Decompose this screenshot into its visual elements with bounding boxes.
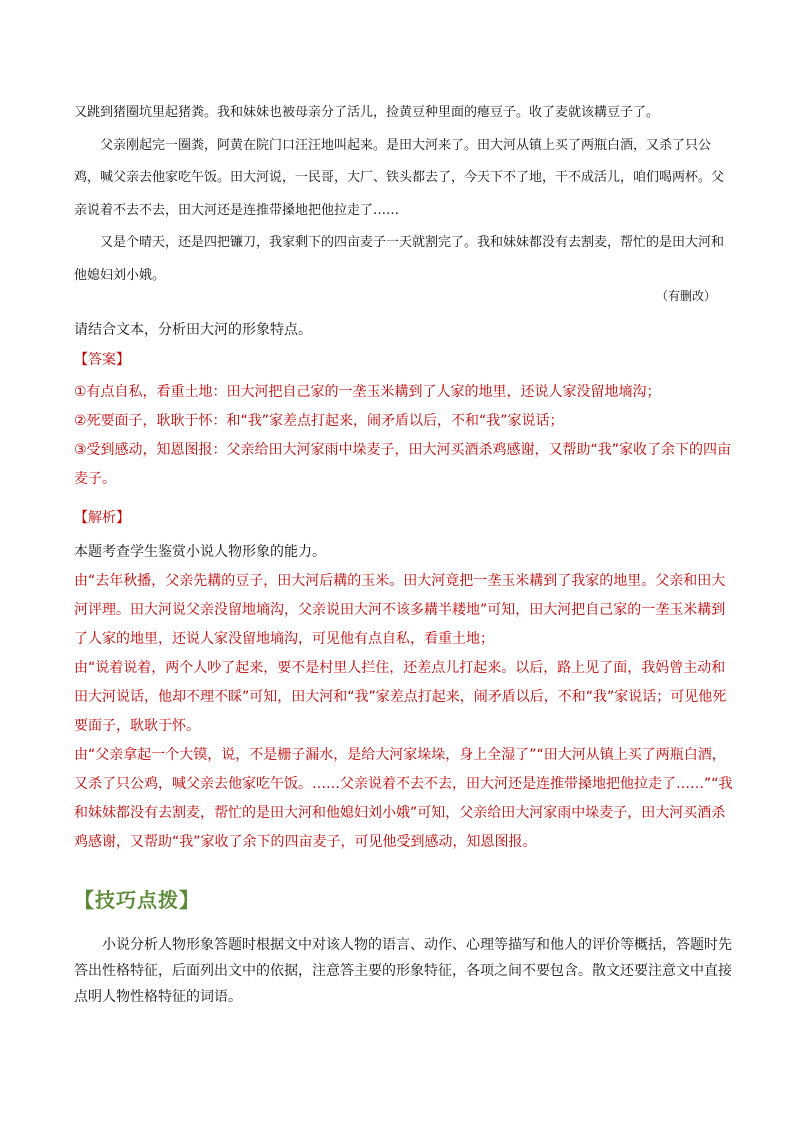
excerpt-paragraph-1: 又跳到猪圈坑里起猪粪。我和妹妹也被母亲分了活儿，捡黄豆种里面的瘪豆子。收了麦就该耩豆子了。: [74, 105, 660, 120]
analysis-paragraph-3: 由“父亲拿起一个大镆，说，不是栅子漏水，是给大河家垛垛，身上全湿了”“田大河从镇上买了两瓶白酒，又杀了只公鸡，喊父亲去他家吃午饭。……父亲说着不去不去，田大河还是连推带搡地把他拉走了……”“我和妹妹都没有去割麦，帮忙的是田大河和他媳妇刘小娥”可知，父亲给田大河家雨中垛麦子，田大河买酒杀鸡感谢，又帮助“我”家收了余下的四亩麦子，可见他受到感动，知恩图报。: [74, 747, 733, 850]
answer-heading: 【答案】: [74, 352, 130, 368]
excerpt-source-note: （有删改）: [655, 289, 716, 303]
analysis-heading: 【解析】: [74, 510, 130, 526]
excerpt-paragraph-3: 又是个晴天，还是四把镰刀，我家剩下的四亩麦子一天就割完了。我和妹妹都没有去割麦，帮忙的是田大河和他媳妇刘小娥。: [74, 235, 725, 283]
excerpt-paragraph-2: 父亲刚起完一圈粪，阿黄在院门口汪汪地叫起来。是田大河来了。田大河从镇上买了两瓶白酒，又杀了只公鸡，喊父亲去他家吃午饭。田大河说，一民哥，大厂、铁头都去了，今天下不了地，干不成活儿，咱们喝两杯。父亲说着不去不去，田大河还是连推带搡地把他拉走了……: [74, 137, 725, 218]
analysis-body: [74, 538, 736, 857]
analysis-paragraph-1: 由“去年秋播，父亲先耩的豆子，田大河后耩的玉米。田大河竟把一垄玉米耩到了我家的地里。父亲和田大河评理。田大河说父亲没留地墒沟，父亲说田大河不该多耩半耧地”可知，田大河把自己家的一垄玉米耩到了人家的地里，还说人家没留地墒沟，可见他有点自私，看重土地；: [74, 573, 726, 647]
tips-heading: 【技巧点拨】: [74, 888, 200, 912]
analysis-intro: 本题考查学生鉴赏小说人物形象的能力。: [74, 544, 326, 560]
answer-list: [74, 378, 734, 494]
question-text: 请结合文本，分析田大河的形象特点。: [74, 322, 312, 338]
answer-item-3: ③受到感动，知恩图报：父亲给田大河家雨中垛麦子，田大河买酒杀鸡感谢，又帮助“我”家收了余下的四亩麦子。: [74, 442, 732, 487]
analysis-paragraph-2: 由“说着说着，两个人吵了起来，要不是村里人拦住，还差点儿打起来。以后，路上见了面，我妈曾主动和田大河说话，他却不理不睬”可知，田大河和“我”家差点打起来，闹矛盾以后，不和“我”家说话；可见他死要面子，耿耿于怀。: [74, 660, 727, 734]
answer-item-2: ②死要面子，耿耿于怀：和“我”家差点打起来，闹矛盾以后，不和“我”家说话；: [74, 413, 564, 429]
answer-item-1: ①有点自私，看重土地：田大河把自己家的一垄玉米耩到了人家的地里，还说人家没留地墒沟；: [74, 384, 661, 400]
story-excerpt: [74, 97, 724, 292]
tips-text: 小说分析人物形象答题时根据文中对该人物的语言、动作、心理等描写和他人的评价等概括，答题时先答出性格特征，后面列出文中的依据，注意答主要的形象特征，各项之间不要包含。散文还要注意文中直接点明人物性格特征的词语。: [74, 937, 732, 1005]
